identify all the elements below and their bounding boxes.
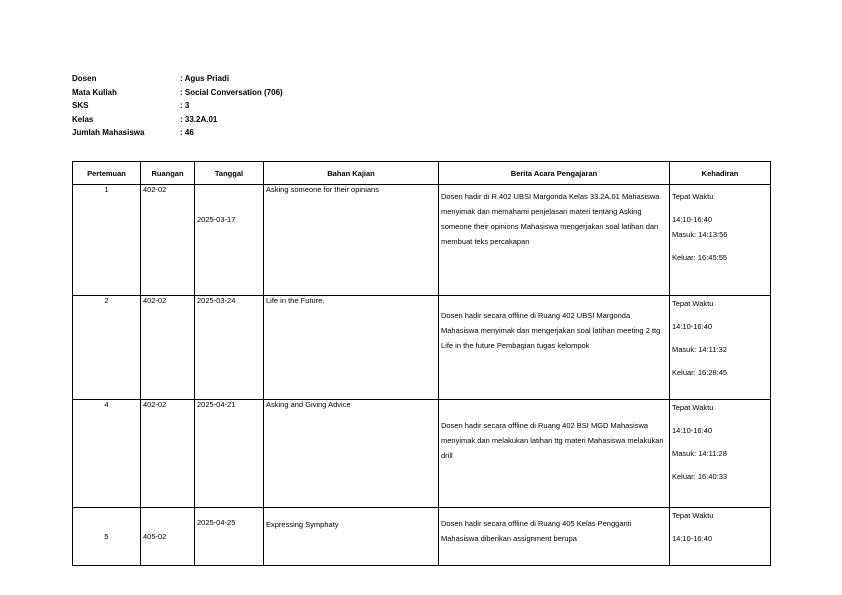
kehadiran-jam: 14:10-16:40 [672, 534, 713, 543]
kehadiran-spacer [672, 204, 768, 212]
berita-acara-cell: Dosen hadir secara offline di Ruang 402 BSI MGD Mahasiswa menyimak dan melakukan latihan ttg materi Mahasiswa melakukan drill [439, 400, 670, 508]
kehadiran-status: Tepat Waktu [672, 511, 714, 520]
ruangan-cell: 402-02 [141, 296, 195, 400]
kehadiran-spacer [672, 242, 768, 250]
dosen-value: : Agus Priadi [180, 74, 230, 84]
ruangan-cell: 402-02 [141, 400, 195, 508]
kehadiran-status: Tepat Waktu [672, 192, 714, 201]
pertemuan-cell: 4 [73, 400, 141, 508]
attendance-table [72, 161, 771, 566]
bahan-kajian-cell: Expressing Symphaty [264, 508, 439, 566]
dosen-label: Dosen [72, 74, 97, 84]
info-row-mata-kuliah [72, 86, 283, 100]
kehadiran-keluar: Keluar: 16:28:45 [672, 368, 728, 377]
kelas-value: : 33.2A.01 [180, 114, 218, 124]
kehadiran-keluar: Keluar: 16:45:55 [672, 253, 728, 262]
kehadiran-spacer [672, 415, 768, 423]
pertemuan-cell: 1 [73, 185, 141, 296]
kehadiran-masuk: Masuk: 14:11:32 [672, 345, 727, 354]
berita-acara-cell: Dosen hadir secara offline di Ruang 402 UBSI Margonda Mahasiswa menyimak dan mengerjakan soal latihan meeting 2 ttg Life in the future Pembagian tugas kelompok [439, 296, 670, 400]
sks-label: SKS [72, 101, 89, 111]
kehadiran-jam: 14:10-16:40 [672, 215, 713, 224]
course-info [72, 72, 283, 140]
sks-value: : 3 [180, 101, 190, 111]
berita-acara-text: Dosen hadir secara offline di Ruang 405 Kelas Pengganti Mahasiswa diberikan assignment berupa [441, 519, 632, 543]
header-pertemuan: Pertemuan [73, 162, 141, 185]
mata-kuliah-label: Mata Kuliah [72, 87, 117, 97]
tanggal-cell: 2025-03-24 [195, 296, 264, 400]
info-row-sks [72, 99, 283, 113]
header-bahan-kajian: Bahan Kajian [264, 162, 439, 185]
table-row [73, 508, 771, 566]
kehadiran-spacer [672, 461, 768, 469]
kehadiran-masuk: Masuk: 14:11:28 [672, 449, 727, 458]
ruangan-cell: 405-02 [141, 508, 195, 566]
kehadiran-spacer [672, 334, 768, 342]
pertemuan-cell: 2 [73, 296, 141, 400]
kehadiran-status: Tepat Waktu [672, 299, 714, 308]
tanggal-cell: 2025-04-25 [195, 508, 264, 566]
table-row [73, 185, 771, 296]
header-ruangan: Ruangan [141, 162, 195, 185]
kehadiran-keluar: Keluar: 16:40:33 [672, 472, 728, 481]
kehadiran-jam: 14:10-16:40 [672, 426, 713, 435]
tanggal-cell: 2025-04-21 [195, 400, 264, 508]
berita-acara-cell [439, 508, 670, 566]
ruangan-cell: 402-02 [141, 185, 195, 296]
header-tanggal: Tanggal [195, 162, 264, 185]
kehadiran-spacer [672, 357, 768, 365]
bahan-kajian-cell: Asking and Giving Advice [264, 400, 439, 508]
kehadiran-spacer [672, 311, 768, 319]
kehadiran-spacer [672, 438, 768, 446]
kehadiran-spacer [672, 523, 768, 531]
info-row-dosen [72, 72, 283, 86]
bahan-kajian-cell: Asking someone for their opinians [264, 185, 439, 296]
pertemuan-cell: 5 [73, 508, 141, 566]
tanggal-cell: 2025-03-17 [195, 185, 264, 296]
kehadiran-cell [670, 508, 771, 566]
kehadiran-masuk: Masuk: 14:13:56 [672, 230, 728, 239]
kehadiran-jam: 14:10-16:40 [672, 322, 713, 331]
header-berita-acara: Berita Acara Pengajaran [439, 162, 670, 185]
bahan-kajian-cell: Life in the Future. [264, 296, 439, 400]
kehadiran-cell [670, 296, 771, 400]
info-row-jumlah-mahasiswa [72, 126, 283, 140]
berita-acara-cell: Dosen hadir di R.402 UBSI Margonda Kelas 33.2A.01 Mahasiswa menyimak dan memahami penjelasan materi tentang Asking someone their opinions Mahasiswa mengerjakan soal latihan dan membuat teks percakapan [439, 185, 670, 296]
kehadiran-cell [670, 185, 771, 296]
jumlah-mahasiswa-label: Jumlah Mahasiswa [72, 128, 145, 138]
info-row-kelas [72, 113, 283, 127]
header-kehadiran: Kehadiran [670, 162, 771, 185]
kehadiran-status: Tepat Waktu [672, 403, 714, 412]
table-row [73, 296, 771, 400]
table-row [73, 400, 771, 508]
table-header-row [73, 162, 771, 185]
kehadiran-cell [670, 400, 771, 508]
jumlah-mahasiswa-value: : 46 [180, 128, 194, 138]
mata-kuliah-value: : Social Conversation (706) [180, 87, 283, 97]
kelas-label: Kelas [72, 114, 94, 124]
